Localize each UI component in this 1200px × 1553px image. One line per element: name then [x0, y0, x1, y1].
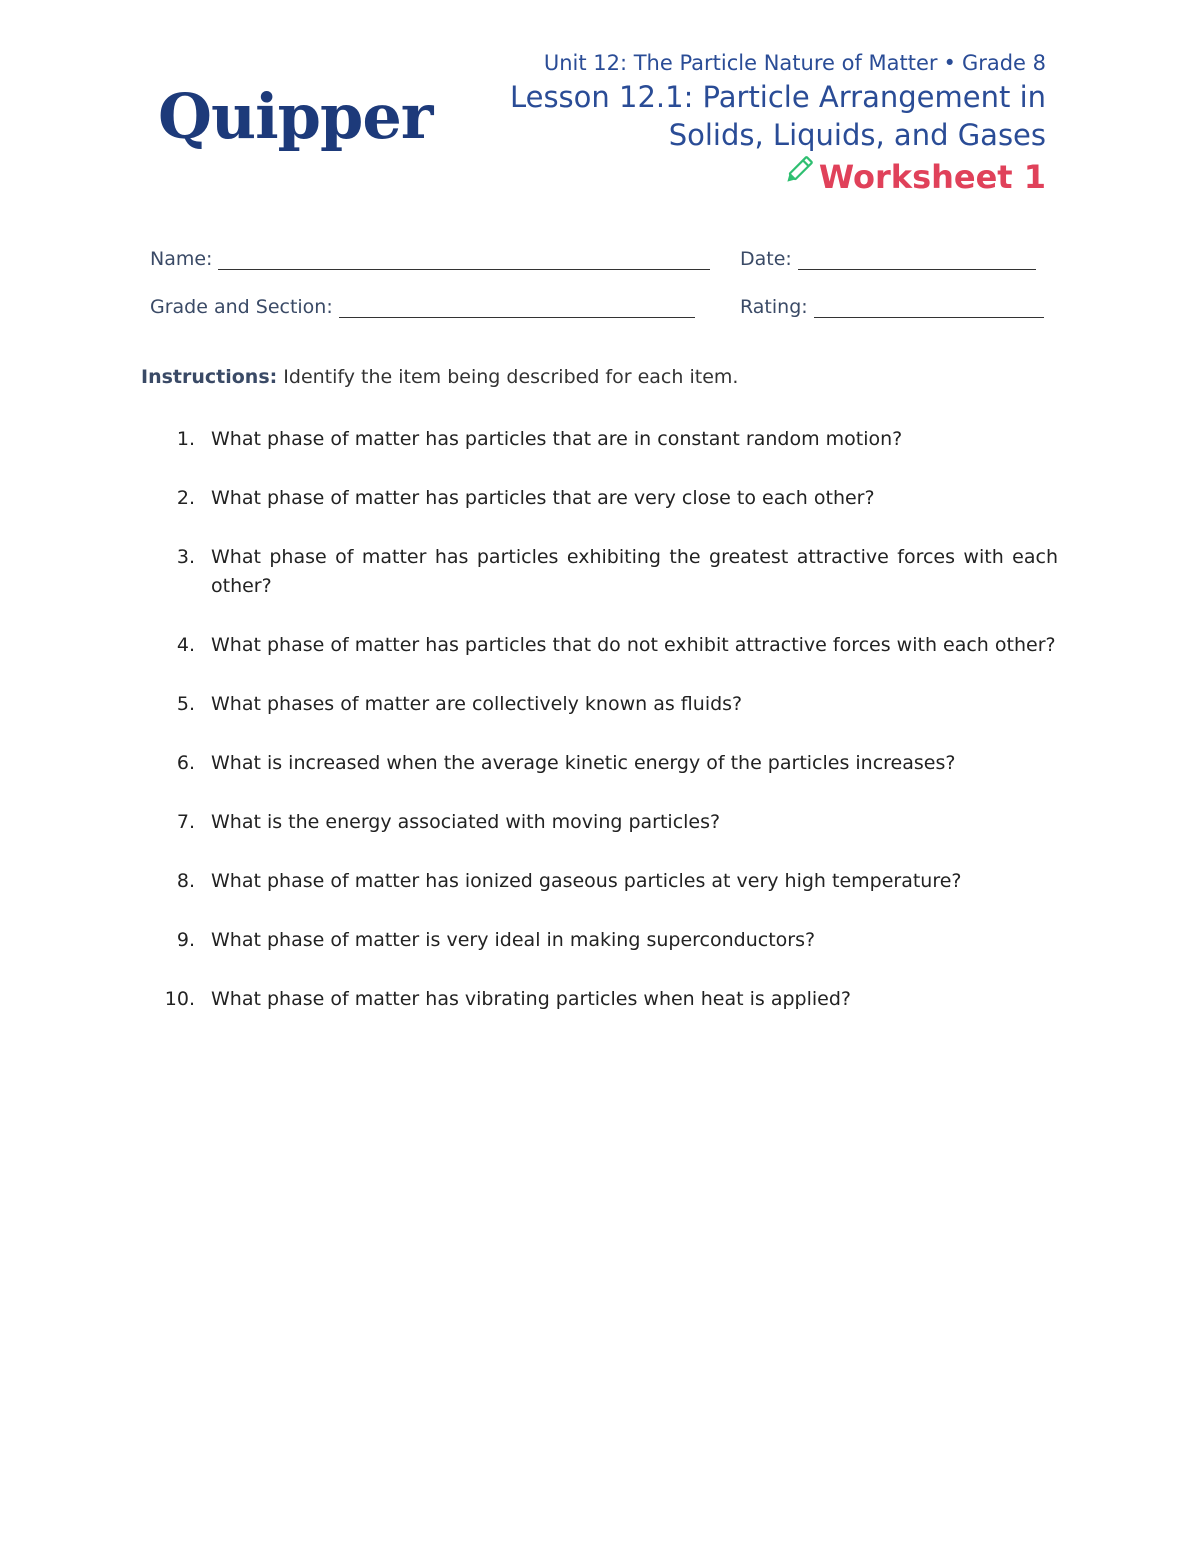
instructions-label: Instructions:	[141, 366, 278, 388]
question-item	[150, 543, 1058, 601]
date-label: Date:	[740, 248, 792, 270]
question-item	[150, 808, 1058, 837]
question-text: What phases of matter are collectively known as fluids?	[211, 693, 743, 715]
grade-section-label: Grade and Section:	[150, 296, 333, 318]
worksheet-label: Worksheet 1	[818, 157, 1046, 196]
question-number: 6.	[176, 752, 195, 774]
name-blank[interactable]	[218, 251, 710, 270]
worksheet-title	[510, 154, 1046, 199]
worksheet-header	[510, 48, 1046, 199]
question-item	[150, 425, 1058, 454]
unit-line	[510, 48, 1046, 78]
unit-title: Unit 12: The Particle Nature of Matter	[543, 51, 938, 75]
question-text: What phase of matter has ionized gaseous particles at very high temperature?	[211, 870, 962, 892]
grade-section-blank[interactable]	[339, 299, 695, 318]
question-number: 1.	[176, 428, 195, 450]
question-text: What phase of matter has particles that are very close to each other?	[211, 487, 875, 509]
pencil-icon	[781, 154, 815, 199]
instructions-text: Identify the item being described for each item.	[283, 366, 739, 388]
grade-label: Grade 8	[961, 51, 1046, 75]
question-item	[150, 749, 1058, 778]
date-field[interactable]	[740, 248, 1036, 270]
instructions	[141, 366, 738, 388]
question-item	[150, 631, 1058, 660]
name-label: Name:	[150, 248, 213, 270]
question-number: 5.	[176, 693, 195, 715]
question-text: What phase of matter has particles that do not exhibit attractive forces with each other?	[211, 634, 1056, 656]
question-text: What phase of matter is very ideal in making superconductors?	[211, 929, 816, 951]
question-text: What phase of matter has vibrating particles when heat is applied?	[211, 988, 851, 1010]
question-number: 2.	[176, 487, 195, 509]
question-text: What is the energy associated with moving particles?	[211, 811, 721, 833]
question-number: 4.	[176, 634, 195, 656]
question-number: 3.	[176, 546, 195, 568]
rating-field[interactable]	[740, 296, 1044, 318]
quipper-logo: Quipper	[158, 80, 433, 153]
rating-blank[interactable]	[814, 299, 1044, 318]
question-item	[150, 867, 1058, 896]
question-item	[150, 690, 1058, 719]
separator: •	[943, 51, 956, 75]
lesson-title-line-2: Solids, Liquids, and Gases	[668, 118, 1046, 152]
lesson-title-line-1: Lesson 12.1: Particle Arrangement in	[509, 80, 1046, 114]
question-number: 9.	[176, 929, 195, 951]
question-number: 7.	[176, 811, 195, 833]
question-number: 8.	[176, 870, 195, 892]
name-field[interactable]	[150, 248, 710, 270]
question-text: What is increased when the average kinetic energy of the particles increases?	[211, 752, 956, 774]
rating-label: Rating:	[740, 296, 808, 318]
question-number: 10.	[164, 988, 195, 1010]
question-text: What phase of matter has particles exhibiting the greatest attractive forces with each other?	[211, 546, 1058, 597]
date-blank[interactable]	[798, 251, 1036, 270]
question-item	[150, 985, 1058, 1014]
question-text: What phase of matter has particles that are in constant random motion?	[211, 428, 903, 450]
grade-section-field[interactable]	[150, 296, 695, 318]
question-list	[150, 425, 1058, 1044]
question-item	[150, 926, 1058, 955]
question-item	[150, 484, 1058, 513]
